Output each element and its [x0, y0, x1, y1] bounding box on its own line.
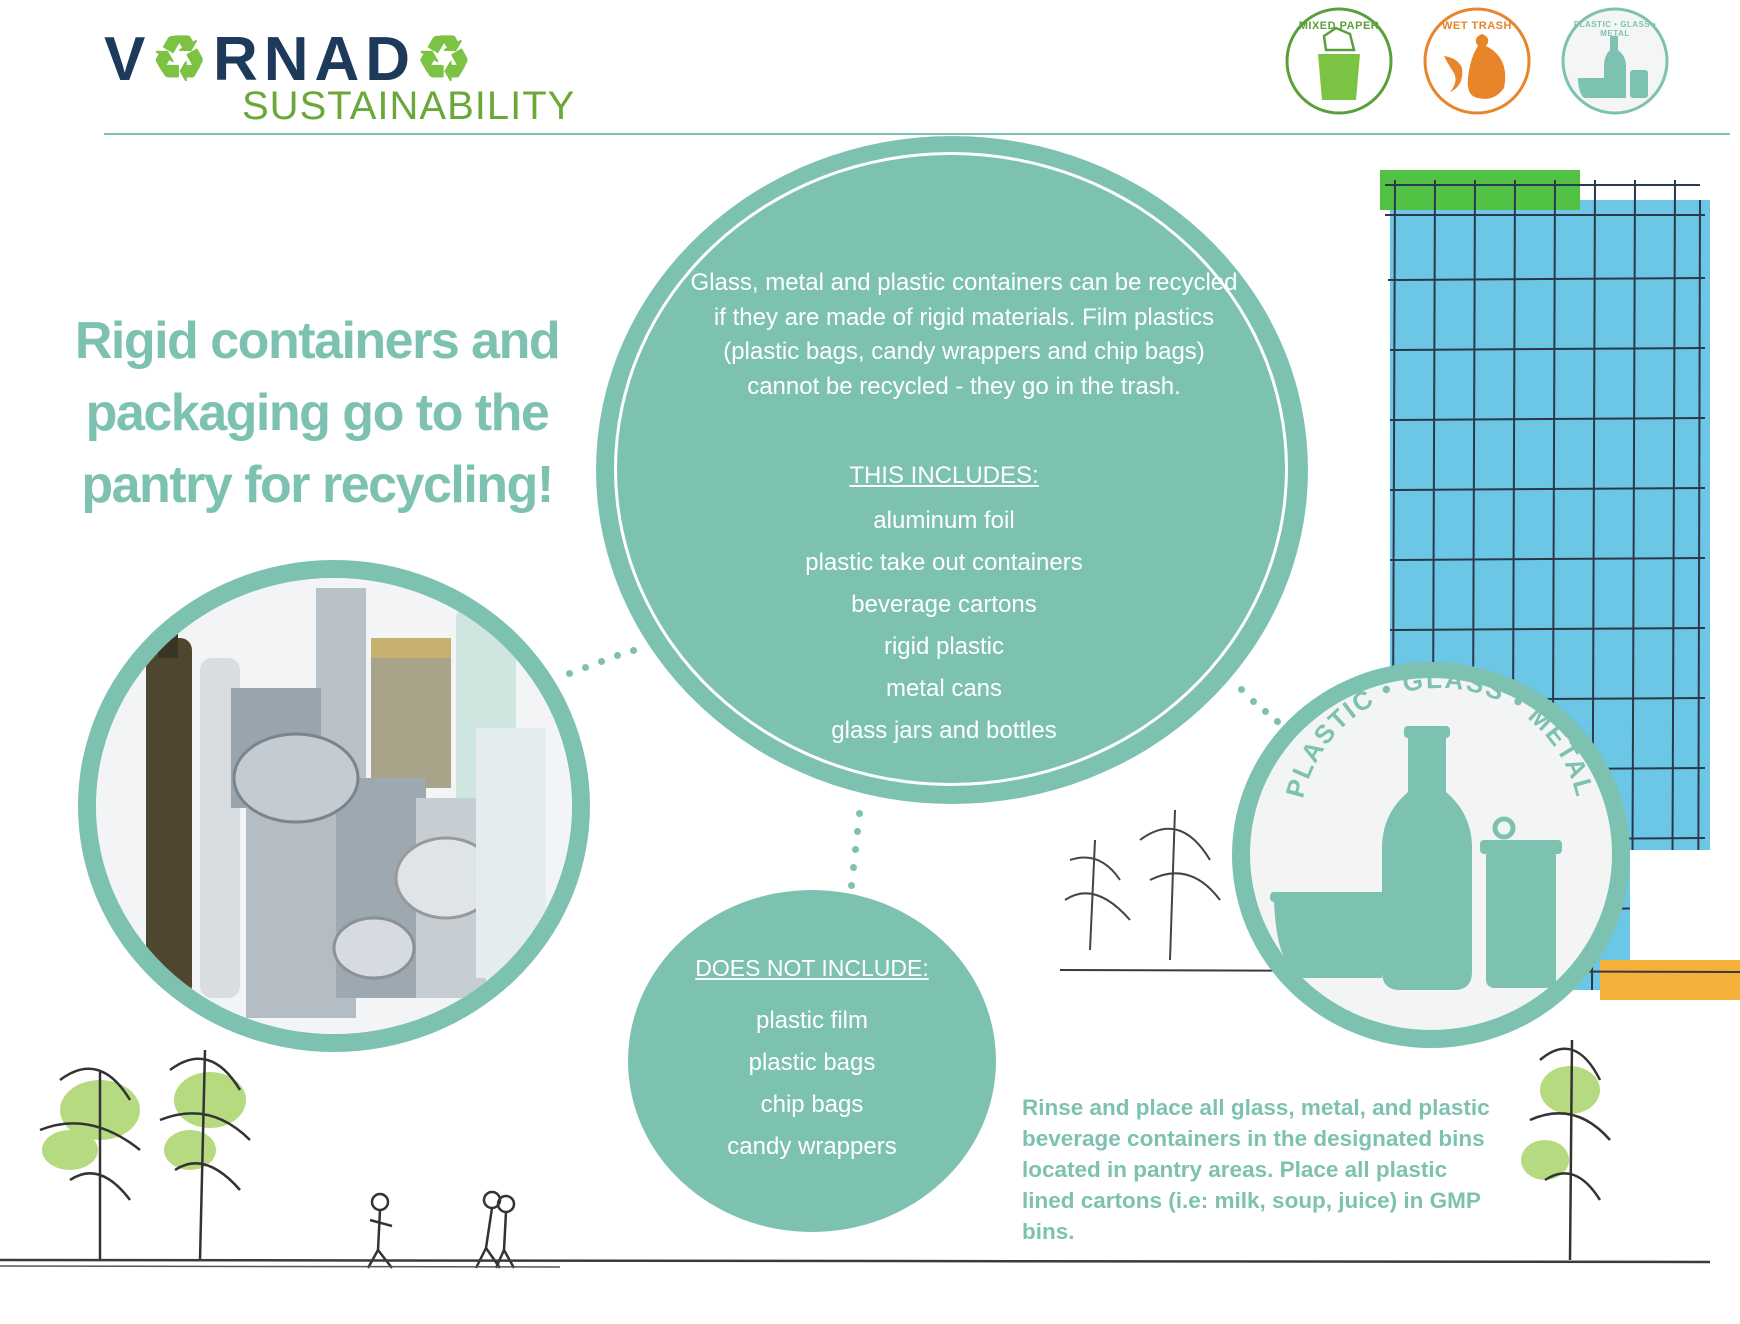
list-item: plastic bags	[748, 1049, 876, 1076]
ground-illustration	[0, 1010, 1740, 1280]
pgm-bin-inner	[1250, 678, 1612, 1030]
includes-heading: THIS INCLUDES:	[849, 462, 1039, 489]
rinse-instructions: Rinse and place all glass, metal, and plastic beverage containers in the designated bins located in pantry areas. Place all plastic lined cartons (i.e: milk, soup, juice) in GMP bins.	[1022, 1095, 1490, 1244]
connector-dot	[854, 828, 861, 835]
list-item: plastic film	[755, 1007, 869, 1034]
plastic-glass-metal-badge: PLASTIC • GLASS • METAL	[1560, 6, 1670, 116]
connector-dot	[850, 864, 857, 871]
svg-text:PLASTIC • GLASS • METAL: PLASTIC • GLASS • METAL	[1279, 678, 1601, 801]
cans-and-bottles-illustration	[96, 578, 572, 1034]
list-item: metal cans	[885, 675, 1003, 702]
connector-dot	[582, 664, 589, 671]
wet-trash-badge: WET TRASH	[1422, 6, 1532, 116]
connector-dot	[1238, 686, 1245, 693]
recycling-description: Glass, metal and plastic containers can be recycled if they are made of rigid materials. Film plastics (plastic bags, candy wrappers and chip bags) cannot be recycled - they go in the trash.	[690, 269, 1238, 400]
logo-wordmark: V♻RNAD♻	[104, 25, 478, 94]
list-item: beverage cartons	[851, 591, 1037, 618]
connector-dot	[630, 647, 637, 654]
list-item: candy wrappers	[727, 1133, 897, 1160]
logo-subtitle: SUSTAINABILITY	[242, 84, 576, 128]
list-item: glass jars and bottles	[831, 717, 1057, 744]
connector-dot	[856, 810, 863, 817]
connector-dot	[848, 882, 855, 889]
connector-dot	[566, 670, 573, 677]
connector-dot	[852, 846, 859, 853]
list-item: aluminum foil	[873, 507, 1015, 534]
connector-dot	[614, 652, 621, 659]
recycle-icon: ♻	[416, 25, 478, 94]
includes-list	[690, 500, 1198, 752]
containers-photo	[96, 578, 572, 1034]
mixed-paper-badge: MIXED PAPER	[1284, 6, 1394, 116]
excludes-heading: DOES NOT INCLUDE:	[695, 955, 929, 981]
list-item: plastic take out containers	[805, 549, 1083, 576]
list-item: rigid plastic	[883, 633, 1005, 660]
vornado-logo	[104, 22, 576, 128]
header-divider	[104, 133, 1730, 135]
list-item: chip bags	[760, 1091, 864, 1118]
recycle-icon: ♻	[151, 25, 213, 94]
connector-dot	[598, 658, 605, 665]
headline: Rigid containers and packaging go to the pantry for recycling!	[74, 312, 560, 514]
bottle-bowl-can-icon	[1250, 678, 1612, 1030]
